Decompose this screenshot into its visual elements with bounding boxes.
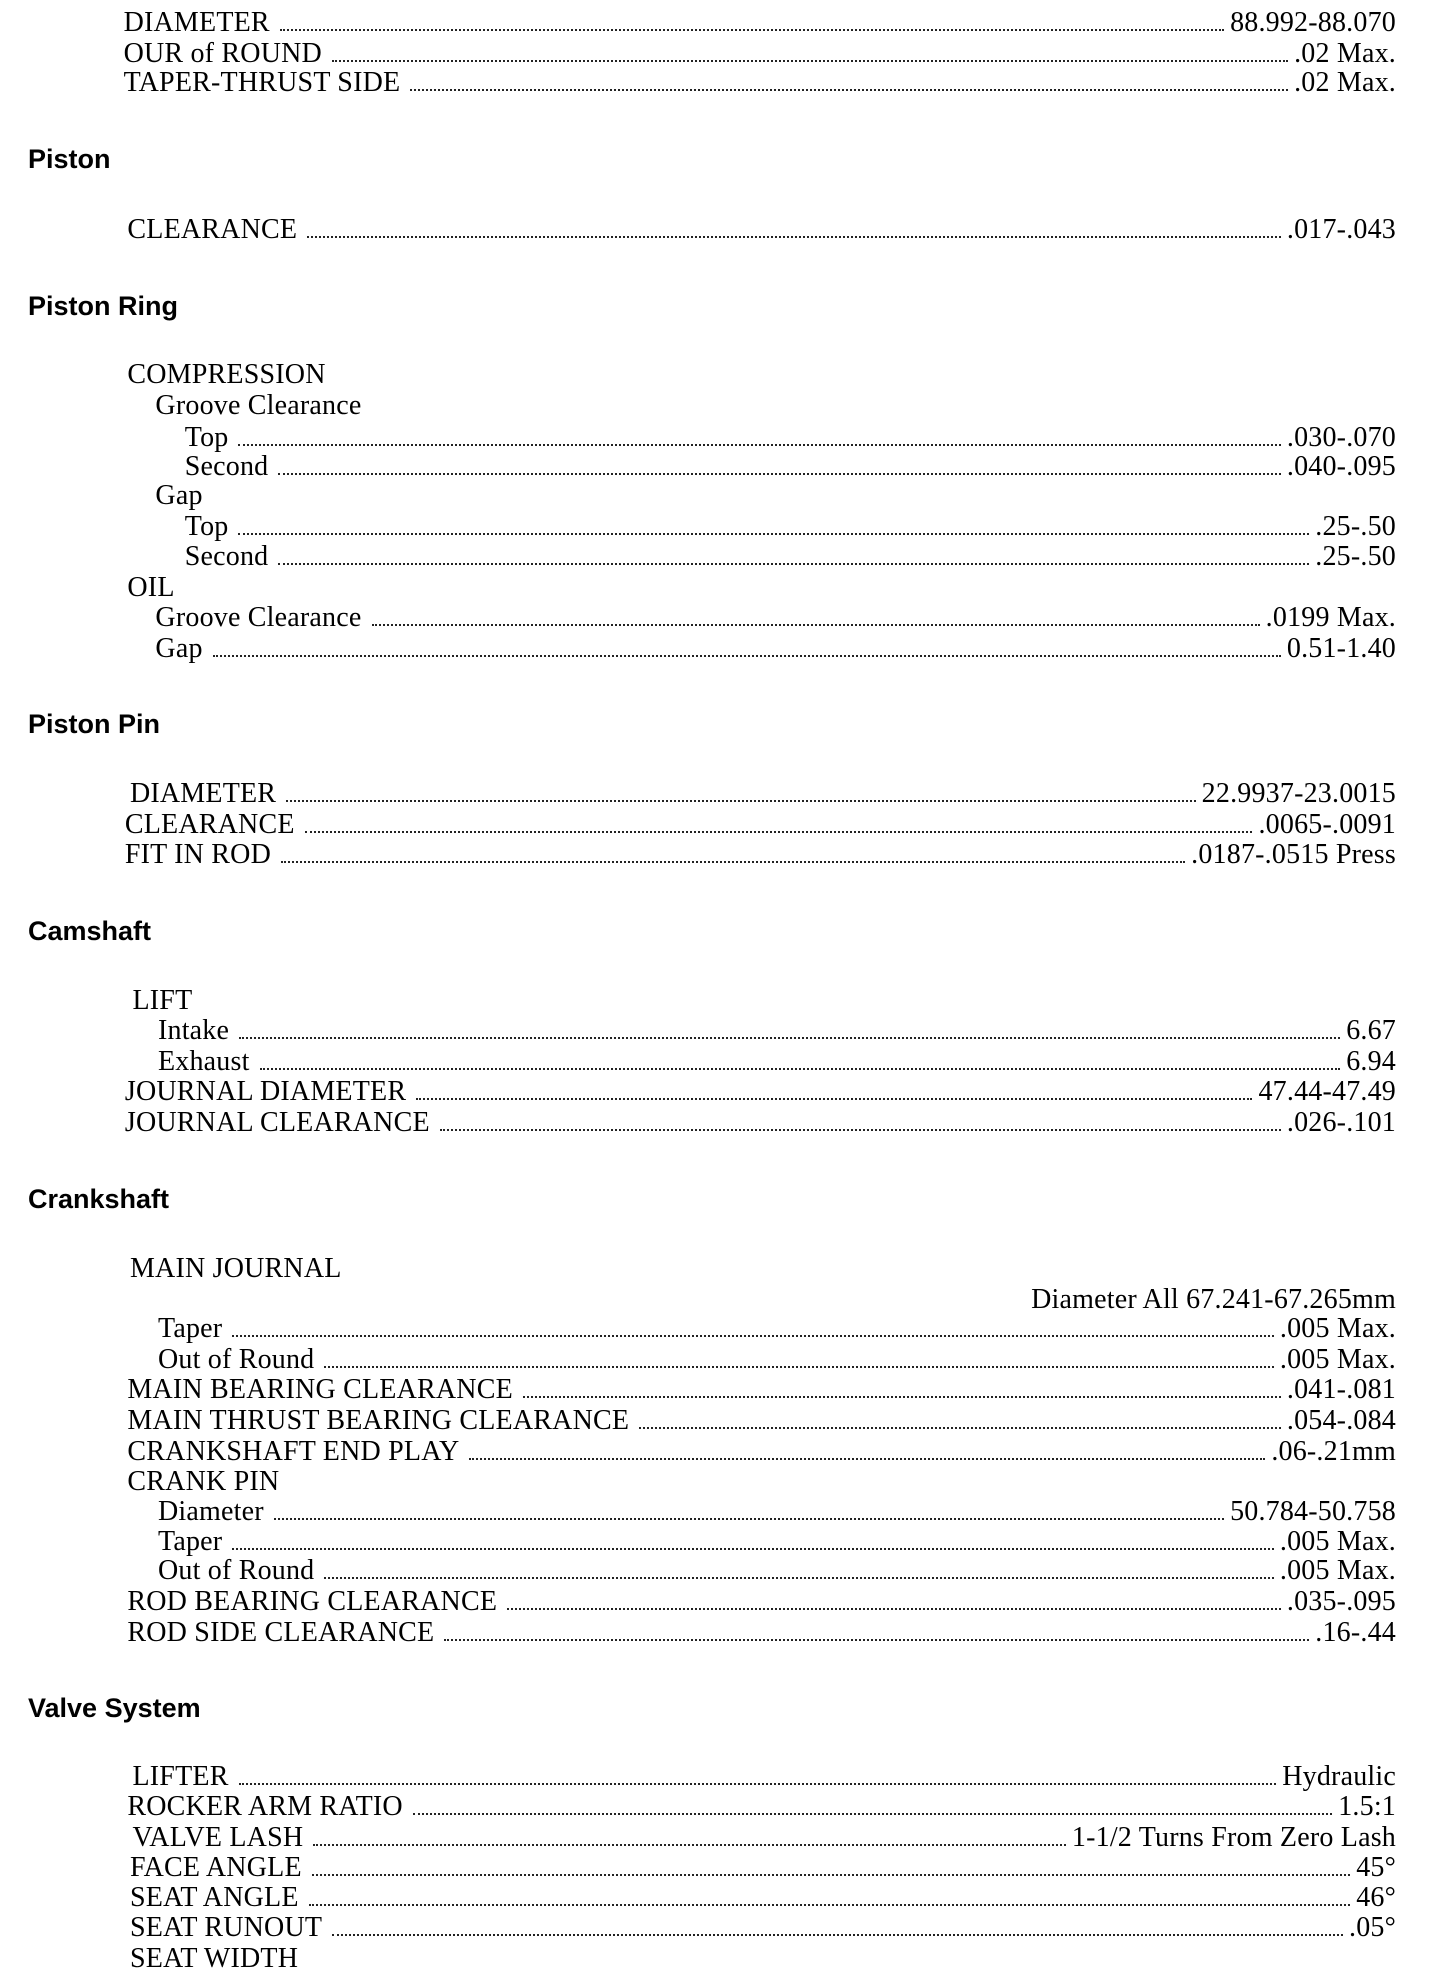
spec-row — [127, 1437, 1396, 1467]
spec-label: Second — [184, 541, 269, 573]
spec-row — [130, 1853, 1396, 1883]
spec-label: Out of Round — [157, 1555, 315, 1587]
spec-row — [300, 1285, 1396, 1315]
dot-leader — [309, 1904, 1351, 1906]
spec-row — [158, 1047, 1396, 1077]
spec-label: LIFTER — [132, 1760, 229, 1792]
spec-row — [124, 8, 1396, 38]
spec-row — [127, 360, 1396, 390]
spec-label: JOURNAL CLEARANCE — [124, 1106, 430, 1138]
spec-value: .05° — [1349, 1912, 1396, 1944]
spec-row — [127, 1467, 1396, 1497]
dot-leader — [280, 29, 1224, 31]
spec-row — [132, 1762, 1396, 1792]
spec-value: .06-.21mm — [1271, 1435, 1396, 1467]
spec-row — [155, 391, 1396, 421]
dot-leader — [372, 624, 1260, 626]
dot-leader — [281, 861, 1185, 863]
spec-value: .030-.070 — [1286, 421, 1396, 453]
spec-label: COMPRESSION — [127, 359, 326, 391]
spec-value: Hydraulic — [1282, 1760, 1396, 1792]
spec-row — [185, 512, 1396, 542]
dot-leader — [324, 1577, 1274, 1579]
spec-label: DIAMETER — [129, 778, 277, 810]
dot-leader — [286, 800, 1195, 802]
spec-value: 22.9937-23.0015 — [1201, 778, 1396, 810]
dot-leader — [416, 1098, 1252, 1100]
spec-value: .02 Max. — [1294, 38, 1396, 70]
spec-row — [132, 1823, 1396, 1853]
spec-row — [185, 542, 1396, 572]
spec-value: .02 Max. — [1294, 67, 1396, 99]
spec-label: Exhaust — [157, 1045, 250, 1077]
spec-label: CRANK PIN — [127, 1466, 280, 1498]
spec-row — [158, 1314, 1396, 1344]
spec-label: JOURNAL DIAMETER — [124, 1076, 407, 1108]
section-heading: Camshaft — [28, 916, 152, 947]
spec-row — [127, 1375, 1396, 1405]
spec-label: Taper — [157, 1526, 223, 1558]
spec-value: .0187-.0515 Press — [1191, 839, 1396, 871]
spec-row — [185, 423, 1396, 453]
spec-value: 88.992-88.070 — [1230, 7, 1396, 39]
dot-leader — [523, 1396, 1281, 1398]
dot-leader — [469, 1458, 1265, 1460]
spec-value: 50.784-50.758 — [1230, 1495, 1396, 1527]
spec-row — [127, 215, 1396, 245]
spec-label: Groove Clearance — [155, 602, 362, 634]
spec-label: Second — [184, 450, 269, 482]
dot-leader — [313, 1844, 1066, 1846]
spec-value: .005 Max. — [1279, 1343, 1396, 1375]
spec-row — [125, 840, 1396, 870]
dot-leader — [239, 1037, 1340, 1039]
spec-label: SEAT WIDTH — [129, 1942, 299, 1974]
spec-row — [185, 452, 1396, 482]
spec-row — [130, 1883, 1396, 1913]
spec-label: OUR of ROUND — [123, 38, 322, 70]
spec-label: CRANKSHAFT END PLAY — [127, 1435, 460, 1467]
dot-leader — [232, 1548, 1274, 1550]
dot-leader — [232, 1335, 1274, 1337]
dot-leader — [239, 1783, 1277, 1785]
spec-row — [158, 1497, 1396, 1527]
spec-value: Diameter All 67.241-67.265mm — [1031, 1284, 1396, 1316]
spec-label: DIAMETER — [123, 7, 270, 39]
section-heading: Piston — [28, 144, 111, 175]
dot-leader — [324, 1366, 1274, 1368]
spec-row — [155, 481, 1396, 511]
dot-leader — [410, 89, 1288, 91]
spec-value: .005 Max. — [1279, 1555, 1396, 1587]
spec-label: Gap — [155, 480, 203, 512]
spec-row — [158, 1016, 1396, 1046]
spec-value: .25-.50 — [1315, 510, 1396, 542]
spec-row — [158, 1527, 1396, 1557]
spec-value: .026-.101 — [1286, 1106, 1396, 1138]
spec-label: OIL — [127, 571, 175, 603]
dot-leader — [332, 1934, 1343, 1936]
dot-leader — [238, 533, 1309, 535]
spec-row — [158, 1556, 1396, 1586]
dot-leader — [307, 236, 1281, 238]
spec-label: MAIN JOURNAL — [129, 1253, 342, 1285]
spec-label: Out of Round — [157, 1343, 315, 1375]
spec-label: ROCKER ARM RATIO — [127, 1791, 403, 1823]
spec-label: Taper — [157, 1313, 223, 1345]
spec-value: 0.51-1.40 — [1286, 633, 1396, 664]
spec-label: MAIN BEARING CLEARANCE — [127, 1374, 513, 1406]
dot-leader — [639, 1427, 1281, 1429]
dot-leader — [507, 1608, 1281, 1610]
dot-leader — [413, 1813, 1332, 1815]
dot-leader — [305, 831, 1253, 833]
spec-row — [130, 1913, 1396, 1943]
dot-leader — [312, 1874, 1350, 1876]
dot-leader — [440, 1129, 1281, 1131]
spec-label: Intake — [157, 1015, 230, 1047]
spec-row — [130, 1254, 1396, 1284]
spec-label: Top — [184, 510, 229, 542]
dot-leader — [238, 444, 1280, 446]
dot-leader — [332, 60, 1288, 62]
spec-label: Diameter — [157, 1495, 264, 1527]
spec-label: FIT IN ROD — [124, 839, 271, 871]
section-heading: Piston Ring — [28, 290, 178, 321]
spec-value: 45° — [1356, 1852, 1396, 1884]
spec-label: TAPER-THRUST SIDE — [123, 67, 401, 99]
spec-value: .005 Max. — [1279, 1313, 1396, 1345]
spec-row — [124, 68, 1396, 98]
spec-row — [127, 1792, 1396, 1822]
spec-row — [158, 1345, 1396, 1375]
dot-leader — [213, 655, 1281, 657]
spec-label: MAIN THRUST BEARING CLEARANCE — [127, 1405, 630, 1437]
spec-value: .040-.095 — [1286, 450, 1396, 482]
dot-leader — [278, 563, 1309, 565]
spec-row — [155, 634, 1396, 664]
dot-leader — [274, 1518, 1224, 1520]
spec-row — [125, 810, 1396, 840]
spec-label: LIFT — [132, 984, 193, 1016]
spec-value: .005 Max. — [1279, 1526, 1396, 1558]
spec-row — [127, 573, 1396, 603]
section-heading: Crankshaft — [28, 1183, 170, 1214]
spec-label: CLEARANCE — [127, 213, 298, 245]
spec-label: SEAT RUNOUT — [129, 1912, 323, 1944]
spec-label: Gap — [155, 633, 203, 664]
spec-value: 1.5:1 — [1338, 1791, 1396, 1823]
spec-row — [127, 1406, 1396, 1436]
spec-row — [127, 1587, 1396, 1617]
spec-value: .0199 Max. — [1265, 602, 1396, 634]
spec-row — [130, 1944, 1396, 1974]
section-heading: Piston Pin — [28, 708, 161, 739]
spec-row — [132, 986, 1396, 1016]
spec-row — [127, 1618, 1396, 1648]
spec-row — [125, 1108, 1396, 1138]
spec-value: .035-.095 — [1286, 1585, 1396, 1617]
section-heading: Valve System — [28, 1693, 201, 1724]
spec-value: 46° — [1356, 1881, 1396, 1913]
spec-label: ROD BEARING CLEARANCE — [127, 1585, 498, 1617]
spec-value: 6.67 — [1346, 1015, 1396, 1047]
spec-label: SEAT ANGLE — [129, 1881, 299, 1913]
spec-row — [124, 39, 1396, 69]
spec-row — [155, 603, 1396, 633]
spec-row — [125, 1077, 1396, 1107]
spec-label: Groove Clearance — [155, 389, 362, 421]
spec-value: .017-.043 — [1286, 213, 1396, 245]
spec-value: .054-.084 — [1286, 1405, 1396, 1437]
spec-label: Top — [184, 421, 229, 453]
spec-value: .25-.50 — [1315, 541, 1396, 573]
spec-label: ROD SIDE CLEARANCE — [127, 1616, 435, 1648]
spec-value: 1-1/2 Turns From Zero Lash — [1071, 1821, 1396, 1853]
spec-value: 47.44-47.49 — [1258, 1076, 1396, 1108]
spec-value: .0065-.0091 — [1258, 808, 1396, 840]
dot-leader — [278, 473, 1281, 475]
spec-label: VALVE LASH — [132, 1821, 304, 1853]
spec-row — [130, 779, 1396, 809]
dot-leader — [260, 1068, 1341, 1070]
dot-leader — [444, 1639, 1309, 1641]
spec-value: .16-.44 — [1315, 1616, 1396, 1648]
spec-value: 6.94 — [1346, 1045, 1396, 1077]
spec-label: CLEARANCE — [124, 808, 295, 840]
spec-value: .041-.081 — [1286, 1374, 1396, 1406]
spec-label: FACE ANGLE — [129, 1852, 302, 1884]
